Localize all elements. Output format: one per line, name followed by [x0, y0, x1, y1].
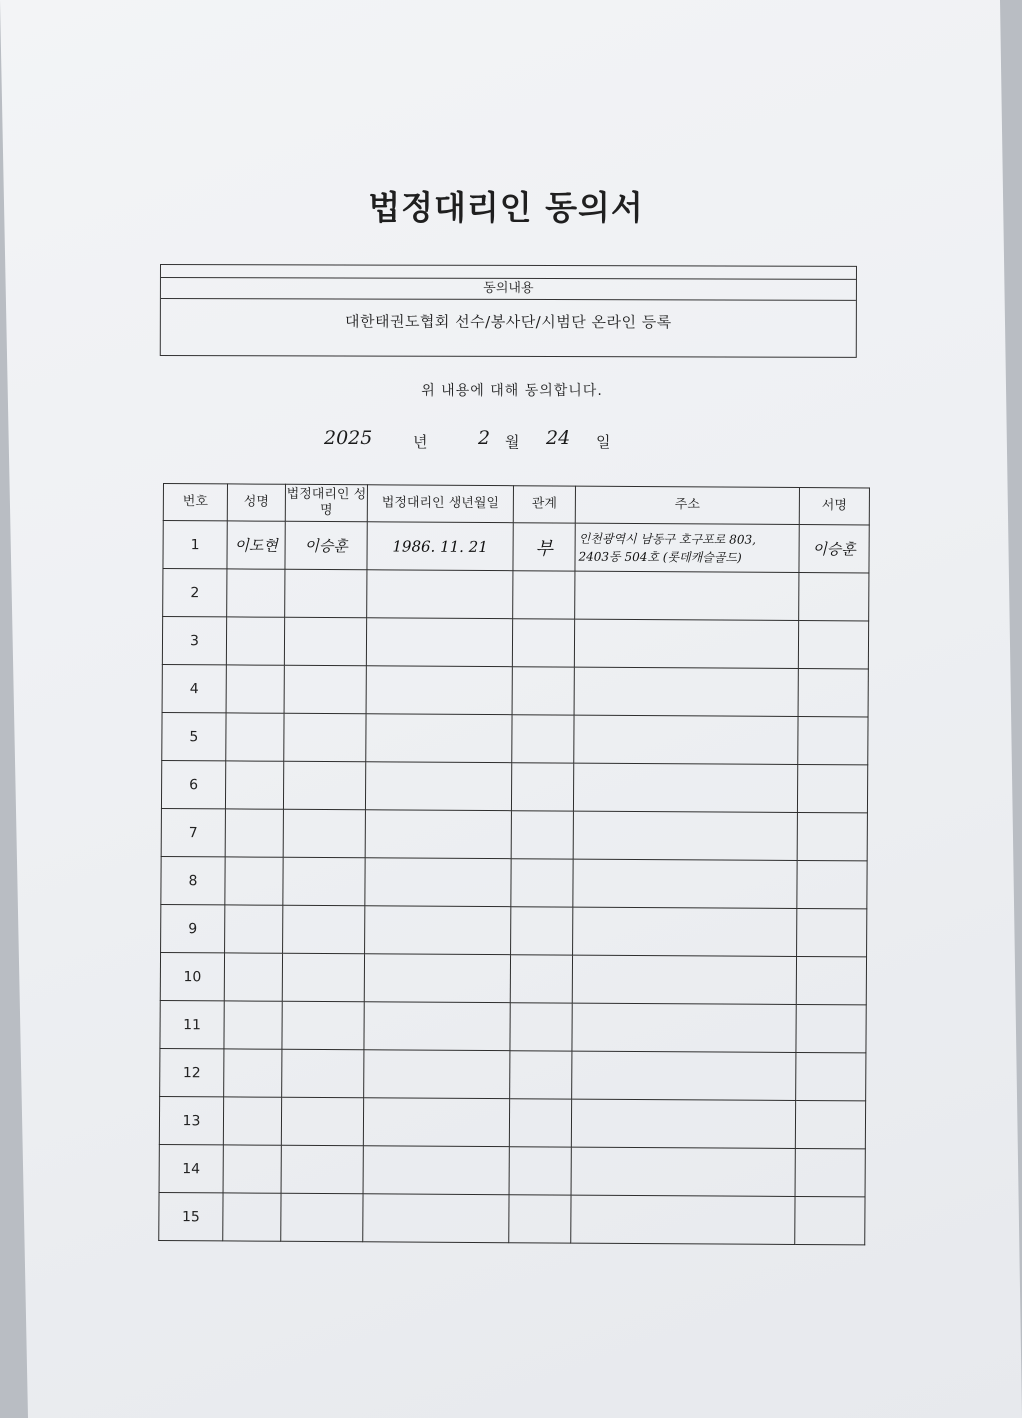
table-row: [163, 569, 869, 621]
table-row: [161, 904, 867, 956]
table-header-row: [163, 484, 869, 525]
row-address: [575, 523, 799, 572]
table-row: [162, 712, 868, 764]
row-number: 15: [159, 1192, 223, 1240]
table-row: [163, 521, 869, 573]
row-number: 7: [161, 808, 225, 856]
row-number: 2: [163, 569, 227, 617]
row-guardian-name: 이승훈: [285, 521, 367, 570]
row-signature: 이승훈: [799, 524, 869, 572]
table-row: [159, 1144, 865, 1196]
row-number: 12: [160, 1048, 224, 1096]
consent-box: [160, 264, 857, 358]
consent-heading: 동의내용: [161, 277, 856, 301]
date-day-value: 24: [546, 427, 571, 449]
agree-statement: 위 내용에 대해 동의합니다.: [421, 383, 603, 399]
consent-body: 대한태권도협회 선수/봉사단/시범단 온라인 등록: [344, 312, 672, 332]
row-address-line2: 2403동 504호 (롯데캐슬골드): [578, 549, 742, 565]
row-number: 4: [162, 664, 226, 712]
row-number: 8: [161, 856, 225, 904]
date-year-value: 2025: [324, 427, 373, 449]
table-row: [162, 617, 868, 669]
row-number: 6: [161, 760, 225, 808]
row-name: 이도현: [227, 521, 285, 569]
table-row: [159, 1192, 865, 1244]
row-guardian-birth: 1986. 11. 21: [367, 522, 513, 571]
header-guardian-name: 법정대리인 성명: [285, 484, 367, 522]
date-year-label: 년: [413, 433, 428, 451]
row-number: 14: [159, 1144, 223, 1192]
table-row: [161, 808, 867, 860]
guardian-table: [158, 483, 870, 1245]
table-row: [161, 760, 867, 812]
row-number: 5: [162, 712, 226, 760]
row-number: 1: [163, 521, 227, 569]
header-no: 번호: [163, 484, 227, 521]
table-row: [162, 664, 868, 716]
table-row: [160, 1048, 866, 1100]
row-number: 10: [160, 952, 224, 1000]
date-day-label: 일: [596, 433, 611, 451]
guardian-table-wrapper: [158, 483, 869, 1249]
table-row: [159, 1096, 865, 1148]
header-name: 성명: [227, 484, 285, 521]
date-line: [318, 425, 638, 457]
row-number: 11: [160, 1000, 224, 1048]
header-address: 주소: [575, 486, 799, 524]
date-month-value: 2: [478, 427, 491, 449]
row-relation: 부: [513, 523, 575, 571]
row-number: 3: [162, 617, 226, 665]
row-number: 13: [159, 1096, 223, 1144]
row-address-line1: 인천광역시 남동구 호구포로 803,: [578, 531, 756, 547]
document-title: 법정대리인 동의서: [368, 188, 644, 227]
table-row: [160, 1000, 866, 1052]
table-row: [161, 856, 867, 908]
table-row: [160, 952, 866, 1004]
header-guardian-birth: 법정대리인 생년월일: [367, 485, 513, 523]
header-signature: 서명: [799, 487, 869, 524]
header-relation: 관계: [513, 486, 575, 523]
date-month-label: 월: [505, 433, 520, 451]
row-number: 9: [161, 904, 225, 952]
